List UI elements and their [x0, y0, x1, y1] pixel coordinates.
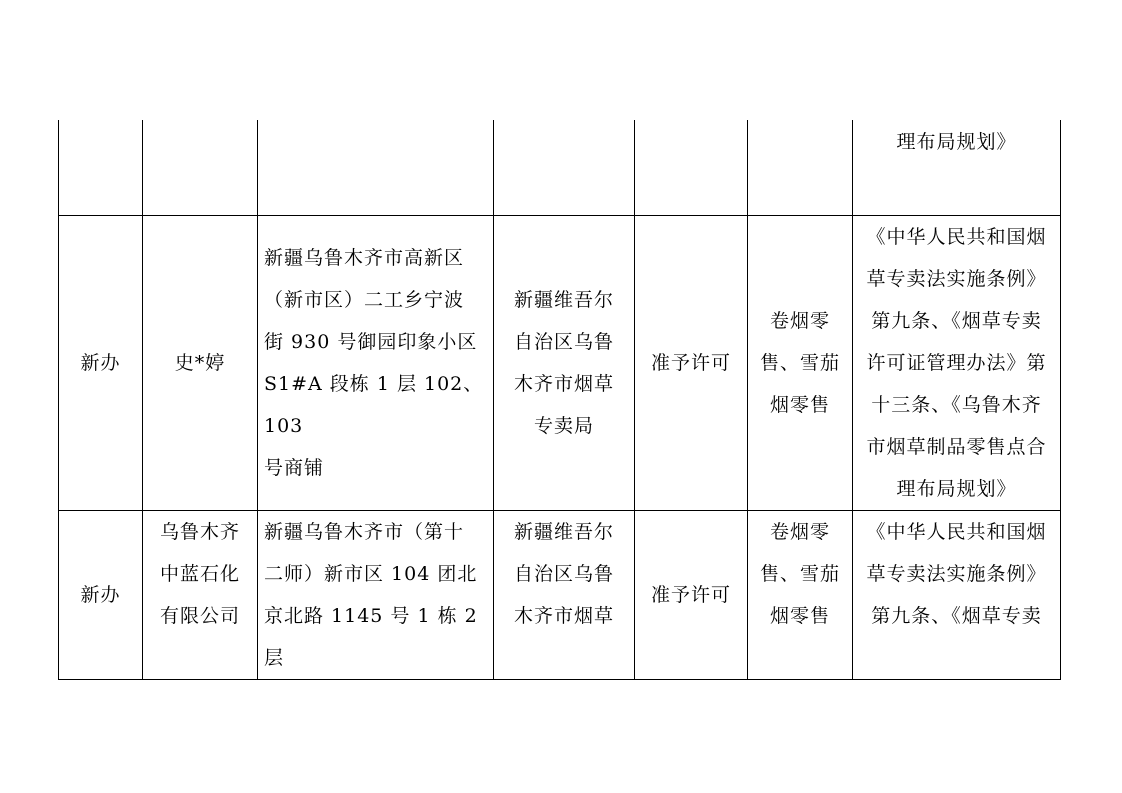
- cell-authority: [494, 120, 635, 216]
- cell-decision: 准予许可: [635, 511, 748, 680]
- cell-name: 乌鲁木齐 中蓝石化 有限公司: [143, 511, 258, 680]
- cell-scope: 卷烟零 售、雪茄 烟零售: [748, 511, 853, 680]
- table-row: [59, 216, 1061, 511]
- table-row: [59, 511, 1061, 680]
- cell-type: 新办: [59, 216, 143, 511]
- cell-decision: [635, 120, 748, 216]
- cell-basis: 《中华人民共和国烟 草专卖法实施条例》 第九条、《烟草专卖 许可证管理办法》第 十三条、《乌鲁木齐 市烟草制品零售点合 理布局规划》: [853, 216, 1061, 511]
- cell-authority: 新疆维吾尔 自治区乌鲁 木齐市烟草: [494, 511, 635, 680]
- cell-decision: 准予许可: [635, 216, 748, 511]
- cell-basis: 理布局规划》: [853, 120, 1061, 216]
- cell-type: 新办: [59, 511, 143, 680]
- cell-basis: 《中华人民共和国烟 草专卖法实施条例》 第九条、《烟草专卖: [853, 511, 1061, 680]
- cell-name: [143, 120, 258, 216]
- cell-address: [258, 120, 494, 216]
- license-table: [58, 120, 1061, 680]
- cell-address: 新疆乌鲁木齐市（第十 二师）新市区 104 团北 京北路 1145 号 1 栋 2 层: [258, 511, 494, 680]
- cell-authority: 新疆维吾尔 自治区乌鲁 木齐市烟草 专卖局: [494, 216, 635, 511]
- cell-type: [59, 120, 143, 216]
- cell-scope: 卷烟零 售、雪茄 烟零售: [748, 216, 853, 511]
- cell-name: 史*婷: [143, 216, 258, 511]
- cell-scope: [748, 120, 853, 216]
- cell-address: 新疆乌鲁木齐市高新区 （新市区）二工乡宁波 街 930 号御园印象小区 S1#A 段栋 1 层 102、103 号商铺: [258, 216, 494, 511]
- table-row: [59, 120, 1061, 216]
